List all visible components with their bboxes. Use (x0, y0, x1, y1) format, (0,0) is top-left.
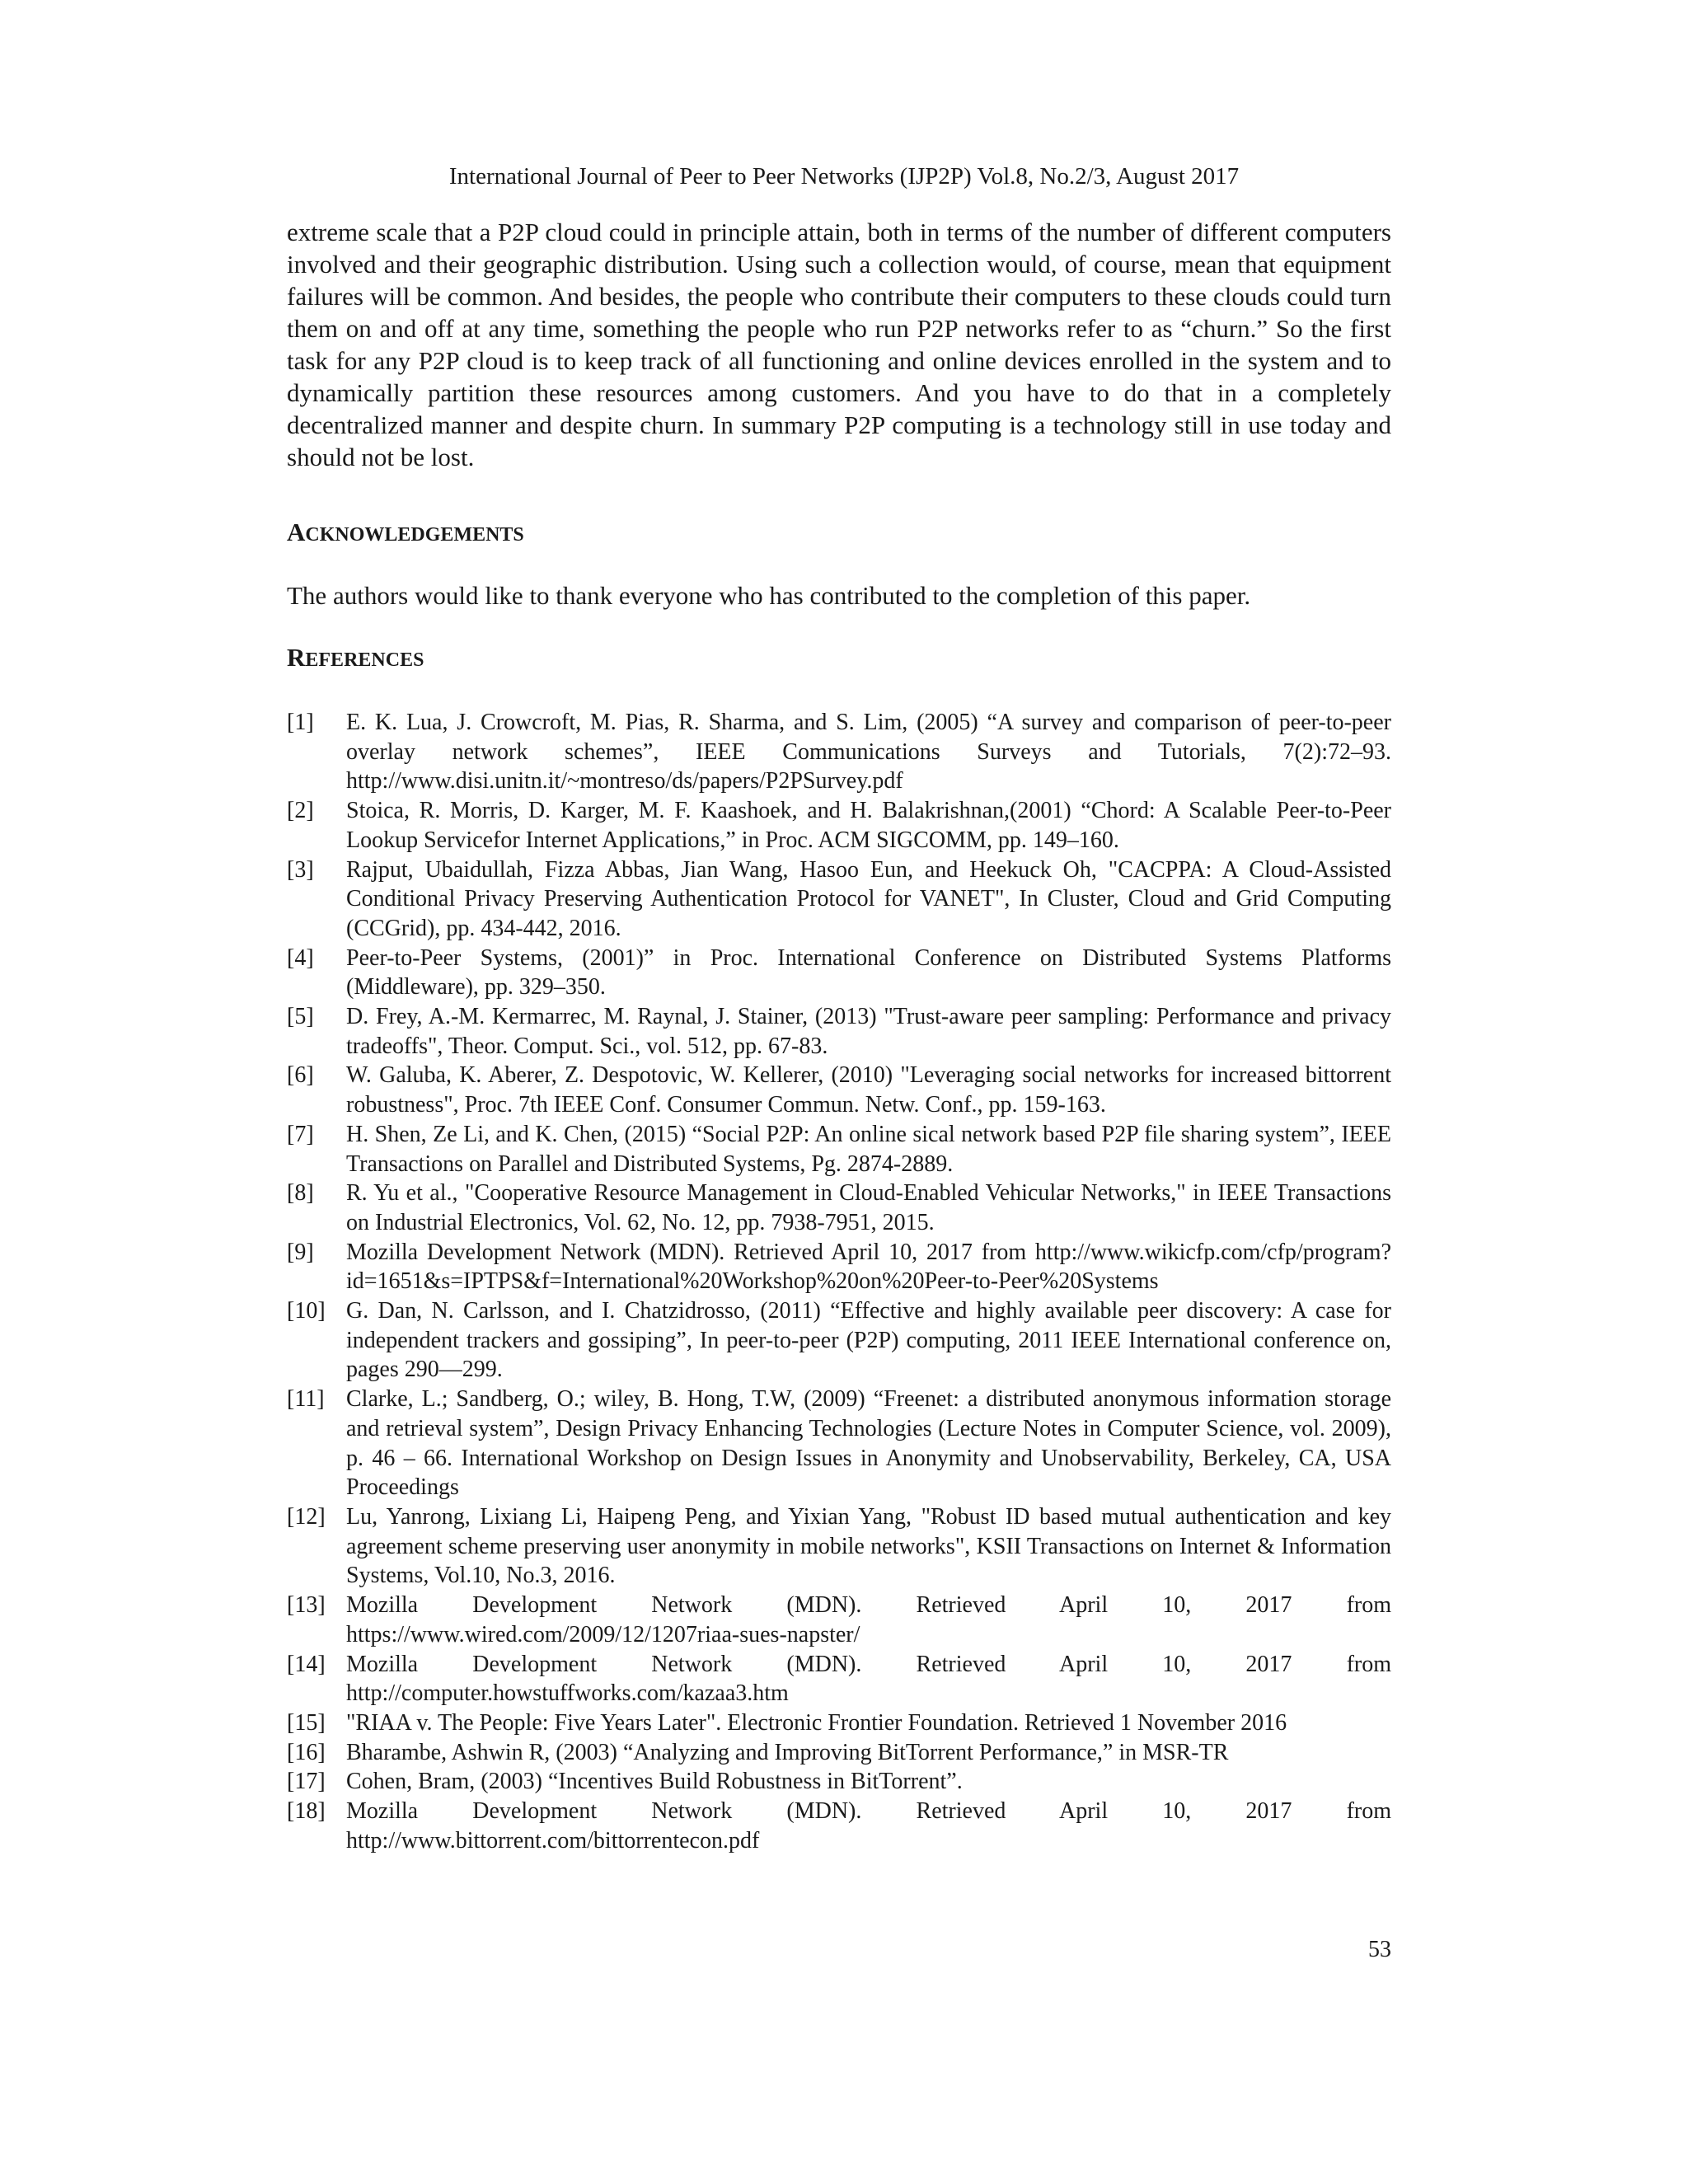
acknowledgements-text: The authors would like to thank everyone who has contributed to the completion of this paper. (287, 581, 1251, 610)
acknowledgements-heading (287, 516, 1391, 551)
reference-number: [12] (287, 1503, 326, 1530)
reference-number: [10] (287, 1298, 326, 1324)
reference-number: [8] (287, 1180, 314, 1207)
reference-text: Lu, Yanrong, Lixiang Li, Haipeng Peng, and Yixian Yang, "Robust ID based mutual authentication and key agreement scheme preserving user anonymity in mobile networks", KSII Transactions on Internet & Information Systems, Vol.10, No.3, 2016. (346, 1503, 1391, 1589)
references-heading-rest: EFERENCES (305, 649, 424, 671)
reference-text: Peer-to-Peer Systems, (2001)” in Proc. International Conference on Distributed Systems Platforms (Middleware), pp. 329–350. (346, 944, 1391, 1001)
reference-item (287, 1120, 1391, 1179)
page-body (287, 216, 1391, 1855)
running-header: International Journal of Peer to Peer Networks (IJP2P) Vol.8, No.2/3, August 2017 (448, 163, 1240, 190)
reference-number: [18] (287, 1798, 326, 1825)
reference-number: [6] (287, 1062, 314, 1089)
reference-number: [11] (287, 1386, 325, 1413)
page-number: 53 (1368, 1937, 1391, 1962)
reference-number: [3] (287, 856, 314, 883)
reference-text: "RIAA v. The People: Five Years Later". Electronic Frontier Foundation. Retrieved 1 November 2016 (346, 1709, 1287, 1736)
reference-number: [7] (287, 1121, 314, 1147)
reference-text: Stoica, R. Morris, D. Karger, M. F. Kaashoek, and H. Balakrishnan,(2001) “Chord: A Scalable Peer-to-Peer Lookup Servicefor Internet Applications,” in Proc. ACM SIGCOMM, pp. 149–160. (346, 798, 1391, 853)
references-heading (287, 641, 1391, 677)
reference-text: Mozilla Development Network (MDN). Retrieved April 10, 2017 from http://computer.howstuffworks.com/kazaa3.htm (346, 1651, 1391, 1707)
reference-item (287, 1502, 1391, 1591)
reference-number: [1] (287, 710, 314, 735)
reference-item (287, 1650, 1391, 1708)
reference-text: Mozilla Development Network (MDN). Retrieved April 10, 2017 from http://www.bittorrent.com/bittorrentecon.pdf (346, 1798, 1391, 1854)
reference-item (287, 944, 1391, 1002)
reference-item (287, 855, 1391, 944)
reference-item (287, 1385, 1391, 1502)
reference-item (287, 708, 1391, 796)
reference-text: R. Yu et al., "Cooperative Resource Management in Cloud-Enabled Vehicular Networks," in IEEE Transactions on Industrial Electronics, Vol. 62, No. 12, pp. 7938-7951, 2015. (346, 1180, 1391, 1235)
reference-item (287, 1238, 1391, 1296)
reference-number: [9] (287, 1239, 314, 1265)
reference-number: [14] (287, 1651, 326, 1677)
reference-item (287, 1708, 1391, 1738)
reference-number: [5] (287, 1004, 314, 1030)
reference-item (287, 1296, 1391, 1385)
reference-text: Clarke, L.; Sandberg, O.; wiley, B. Hong, T.W, (2009) “Freenet: a distributed anonymous information storage and retrieval system”, Design Privacy Enhancing Technologies (Lecture Notes in Computer Science, vol. 2009), p. 46 – 66. International Workshop on Design Issues in Anonymity and Unobservability, Berkeley, CA, USA Proceedings (346, 1386, 1391, 1501)
reference-item (287, 1061, 1391, 1119)
reference-text: Bharambe, Ashwin R, (2003) “Analyzing and Improving BitTorrent Performance,” in MSR-TR (346, 1739, 1229, 1765)
reference-text: H. Shen, Ze Li, and K. Chen, (2015) “Social P2P: An online sical network based P2P file sharing system”, IEEE Transactions on Parallel and Distributed Systems, Pg. 2874-2889. (346, 1121, 1391, 1177)
reference-text: D. Frey, A.-M. Kermarrec, M. Raynal, J. Stainer, (2013) "Trust-aware peer sampling: Performance and privacy tradeoffs", Theor. Comput. Sci., vol. 512, pp. 67-83. (346, 1004, 1391, 1059)
reference-number: [4] (287, 944, 314, 971)
reference-list (287, 708, 1391, 1855)
reference-text: G. Dan, N. Carlsson, and I. Chatzidrosso, (2011) “Effective and highly available peer discovery: A case for independent trackers and gossiping”, In peer-to-peer (P2P) computing, 2011 IEEE International conference on, pages 290—299. (346, 1298, 1391, 1383)
reference-text: Mozilla Development Network (MDN). Retrieved April 10, 2017 from https://www.wired.com/2009/12/1207riaa-sues-napster/ (346, 1592, 1391, 1647)
reference-number: [13] (287, 1592, 326, 1619)
reference-number: [17] (287, 1769, 326, 1795)
acknowledgements-heading-rest: CKNOWLEDGEMENTS (305, 524, 524, 546)
reference-number: [2] (287, 798, 314, 824)
reference-text: W. Galuba, K. Aberer, Z. Despotovic, W. Kellerer, (2010) "Leveraging social networks for increased bittorrent robustness", Proc. 7th IEEE Conf. Consumer Commun. Netw. Conf., pp. 159-163. (346, 1062, 1391, 1118)
reference-number: [16] (287, 1739, 326, 1765)
reference-item (287, 1797, 1391, 1855)
intro-paragraph: extreme scale that a P2P cloud could in principle attain, both in terms of the number of different computers involved and their geographic distribution. Using such a collection would, of course, mean that equipment failures will be common. And besides, the people who contribute their computers to these clouds could turn them on and off at any time, something the people who run P2P networks refer to as “churn.” So the first task for any P2P cloud is to keep track of all functioning and online devices enrolled in the system and to dynamically partition these resources among customers. And you have to do that in a completely decentralized manner and despite churn. In summary P2P computing is a technology still in use today and should not be lost. (287, 218, 1391, 471)
reference-text: Mozilla Development Network (MDN). Retrieved April 10, 2017 from http://www.wikicfp.com/cfp/program?id=1651&s=IPTPS&f=International%20Workshop%20on%20Peer-to-Peer%20Systems (346, 1239, 1391, 1295)
reference-item (287, 1179, 1391, 1237)
reference-item (287, 1767, 1391, 1797)
reference-item (287, 1738, 1391, 1768)
reference-item (287, 1002, 1391, 1061)
reference-number: [15] (287, 1709, 326, 1736)
reference-item (287, 796, 1391, 855)
reference-text: Rajput, Ubaidullah, Fizza Abbas, Jian Wang, Hasoo Eun, and Heekuck Oh, "CACPPA: A Cloud-Assisted Conditional Privacy Preserving Authentication Protocol for VANET", In Cluster, Cloud and Grid Computing (CCGrid), pp. 434-442, 2016. (346, 856, 1391, 941)
references-heading-initial: R (287, 643, 306, 672)
reference-text: Cohen, Bram, (2003) “Incentives Build Robustness in BitTorrent”. (346, 1769, 963, 1795)
reference-item (287, 1591, 1391, 1649)
reference-text: E. K. Lua, J. Crowcroft, M. Pias, R. Sharma, and S. Lim, (2005) “A survey and comparison of peer-to-peer overlay network schemes”, IEEE Communications Surveys and Tutorials, 7(2):72–93. http://www.disi.unitn.it/~montreso/ds/papers/P2PSurvey.pdf (346, 710, 1391, 794)
acknowledgements-heading-initial: A (287, 518, 306, 546)
